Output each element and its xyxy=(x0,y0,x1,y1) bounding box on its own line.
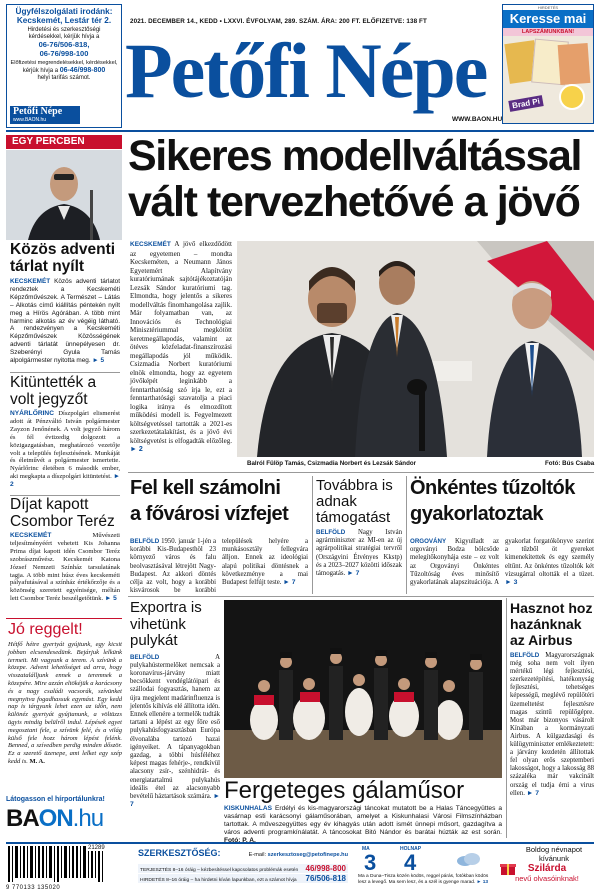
phone-3: 06-46/998-800 xyxy=(59,67,106,74)
sidebar-article-2-ref[interactable]: ► 2 xyxy=(10,473,120,489)
customer-service-box xyxy=(6,4,122,128)
distribution-phone: 46/998-800 xyxy=(305,864,346,873)
article-6-tag: BELFÖLD xyxy=(510,652,540,659)
small-logo-sub: www.BAON.hu xyxy=(13,117,47,123)
article-2-ref[interactable]: ► 7 xyxy=(346,570,360,578)
lead-body: A jövő elkezdődött az egyetemen – mondta Kecskeméten, a Neumann János Egyetemért Alapítvány kuratóriumának sajtótájékoztatóján Lezsák Sándor kuratóriumi tag. Elmondta, hogy jelentős a sikeres modellváltás finomhangolása zajlik. Már folyamatban van, az Innovációs és Technológiai Minisztériummal megkötött keretmegállapodás, valamint az ötéves közfeladat-finanszírozási megállapodás jól működik. Csizmadia Norbert kuratóriumi elnök elmondta, hogy az egyetem jövőképét leginkább a fenntarthatóság szó írja le, ezt a fenntarthatósági szavatolja a piaci logika iránya és elmozdított működési modell is. Fegyelmezett költségvetéssel tartották a 2021-es szerkezetátalakítást, és a jövő évi költségvetést is elfogadták előzőleg. xyxy=(130,240,232,445)
promo-thumb-3 xyxy=(558,43,591,85)
weather-ref[interactable]: ► 13 xyxy=(476,879,489,885)
egy-percben-bar: EGY PERCBEN xyxy=(6,135,122,149)
baon-ad-text: Látogasson el hírportálunkra! xyxy=(6,796,105,803)
article-1 xyxy=(130,475,308,527)
article-4-body: A pulykahústermelőket nemcsak a koronavírus-járvány miatt becsökkent vendéglátóipari és szállodai fogyasztás, hanem az újra megjelent madárinfluenza is jelentős kihívás elé állította idén. Ennek ellenére a termelők tudták tartani a lépést az egy főre eső pulykahúsfogyasztásban Európa élvonalába tartozó hazai igényeiket. A tápanyagokban gazdag, a többi húsféléhez képest magas fehérje-, rendkívül alacsony zsír-, szénhidrát- és energiatartalmú pulykahús ideális étel az alacsonyabb bevételű háztartások számára. xyxy=(130,653,220,800)
masthead-url: WWW.BAON.HU xyxy=(452,116,503,123)
lead-text xyxy=(130,240,232,455)
cloud-icon xyxy=(456,852,482,866)
article-1-title-1: Fel kell számolni xyxy=(130,477,281,499)
name-day-name: Szilárda xyxy=(527,863,567,874)
article-5-body: Erdélyi és kis-magyarországi táncokat mutatott be a Halas Táncegyüttes a vasárnap esti karácsonyi gálaműsorában, amelyet a Kiskunhalasi Városi Filmszínházban tartottak. A műveszegyüttes egy év kihagyás után adott ismét ünnepi műsort, gazdagítva a város adventi programkínálatát. A táncosokat Bitó Nándor és barátai húzták az est során. xyxy=(224,805,502,836)
lead-headline-1: Sikeres modellváltással xyxy=(128,132,582,180)
article-1-tag: BELFÖLD xyxy=(130,538,160,545)
article-3-text xyxy=(410,538,594,587)
article-3-title-2: gyakorlatoztak xyxy=(410,503,544,525)
issue-number: 21289 xyxy=(88,845,105,851)
customer-service-line1: Hirdetési és szerkesztőségi xyxy=(27,27,101,33)
sidebar-article-1-title: Közös adventi tárlat nyílt xyxy=(10,241,116,275)
jo-reggelt-text: Hétfő hétre gyertyát gyújtunk, egy kicsit jobban elcsendesedünk. Bejárjuk lelkünk termeit. Mi vagyunk a terem. A szívünk a közepe. Advent lehetőséget ad arra, hogy visszatalálljunk ennek a teremnek a közepére. Mire azzán eltökéjük a karácsony és a nagy családi vacsorák, szívünket megnyitva fogadhassuk egymást. Egy kedd nap is tárgyunk lehet ezen az időn, nem különéz gyertyát gyújtanunk, a völtüzzs ügyis mindig belülről indul. Lépések egyet megosztani fele, a szívünk felé, és a világ külső fele hozz három lépést felénk. Benned, a szívedben perdig minden dőször. Ez a szerető üzenepe, ami lelket egy szép kedd is. xyxy=(8,641,122,765)
article-6-title: Hasznot hoz hazánknak az Airbus xyxy=(510,600,593,648)
customer-service-line3: Előfizetési megrendelésekkel, kérdésekkel, xyxy=(10,60,118,66)
weather-today-label: MA xyxy=(362,846,370,852)
article-3-title-1: Önkéntes tűzoltók xyxy=(410,477,575,499)
sidebar-article-3 xyxy=(10,497,120,603)
baon-logo-a: BA xyxy=(6,805,39,832)
article-2-title: Továbbra is adnak támogatást xyxy=(316,477,393,526)
portrait-illustration xyxy=(6,150,122,240)
email-label: E-mail: xyxy=(248,852,267,858)
sidebar-article-1 xyxy=(10,242,120,365)
sidebar-article-1-text: Közös adventi tárlatot rendeztek a Kecskeméti Képzőművészek. A Természet – Látás – Alkotás című kiállítás péntekén nyílt meg a Hírös Agórában. A több mint harminc alkotás az év végéig látható. A rendezvényen a Kecskeméti Képzőművészek Közösségének adventi tárlatát ünnepélyesen dr. Szeberényi Gyula Tamás alpolgármester nyitotta meg. xyxy=(10,278,120,365)
name-day-sub: nevű olvasóinknak! xyxy=(515,874,579,883)
article-divider-3 xyxy=(506,598,507,838)
article-4-ref[interactable]: ► 7 xyxy=(130,792,220,809)
promo-box[interactable] xyxy=(502,4,594,124)
jo-reggelt-sign: M. A. xyxy=(29,757,45,765)
weather-today-temp: 3 xyxy=(364,850,377,875)
sidebar-article-2-title: Kitüntették a volt jegyzőt xyxy=(10,374,97,408)
customer-service-line5: helyi tarifás számot. xyxy=(37,75,91,81)
sidebar-article-1-ref[interactable]: ► 5 xyxy=(92,357,105,365)
dance-photo xyxy=(224,600,502,778)
lead-photo-credit: Fotó: Bús Csaba xyxy=(545,460,595,467)
masthead-title: Petőfi Népe xyxy=(125,27,487,114)
customer-service-line2: kérdésekkel, kérjük hívja a xyxy=(28,34,100,40)
sidebar-divider-3 xyxy=(6,618,122,619)
sidebar-article-3-title: Díjat kapott Csombor Teréz xyxy=(10,496,115,530)
gift-icon xyxy=(500,860,516,876)
lead-tag: KECSKEMÉT xyxy=(130,241,171,248)
sidebar-article-2 xyxy=(10,375,120,489)
sidebar-divider-1 xyxy=(10,372,120,373)
article-4-title: Exportra is vihetünk pulykát xyxy=(130,599,202,649)
jo-reggelt-title: Jó reggelt! xyxy=(8,621,83,638)
row2-rule xyxy=(128,596,594,597)
article-5-text xyxy=(224,805,502,845)
sidebar-article-2-text: Díszpolgári elismerést adott át Pénzváltó István polgármester Zayzon Jenőnének. A volt jegyző három és fél évtizedig dolgozott a közigazgatásban, meghatározó vezetője volt a település fejlesztésének. Munkáját és életművét a polgármester ismertette. Nyárlőrinc életében 6 második ember, aki megkapta a díszpolgári kitüntetést. xyxy=(10,410,120,481)
lead-rule xyxy=(128,472,594,473)
article-5-tag: KISKUNHALAS xyxy=(224,805,272,812)
article-5-title: Fergeteges gálaműsor xyxy=(224,777,465,804)
article-1-title-2: a fővárosi vízfejet xyxy=(130,503,289,525)
promo-small: HIRDETÉS xyxy=(537,5,559,10)
barcode xyxy=(6,846,116,892)
promo-brand: Brad Pi xyxy=(508,95,543,112)
lead-caption: Balról Fülöp Tamás, Csizmadia Norbert és Lezsák Sándor xyxy=(247,460,417,467)
customer-service-line4: kérjük hívja a xyxy=(22,68,59,74)
sidebar-article-1-tag: KECSKEMÉT xyxy=(10,278,51,285)
dateline: 2021. DECEMBER 14., KEDD • LXXVI. ÉVFOLYAM, 289. SZÁM. ÁRA: 200 FT. ELŐFIZETVE: 138 FT xyxy=(130,18,427,25)
editorial-label: SZERKESZTŐSÉG: xyxy=(138,848,221,858)
article-2 xyxy=(316,478,402,578)
jo-reggelt-box xyxy=(8,621,122,766)
customer-service-title: Ügyfélszolgálati irodánk: Kecskemét, Lestár tér 2. xyxy=(15,7,113,25)
small-logo xyxy=(10,106,80,124)
article-4-tag: BELFÖLD xyxy=(130,653,160,661)
article-5-photo-credit: Fotó: P. A. xyxy=(224,837,256,844)
article-3 xyxy=(410,475,594,527)
article-2-body: Nagy István agrárminiszter az MI-en az új agrárpolitikai stratégiai tervről (Országvini Étvényes Kkstp) és a 2023–2027 közötti időszak támogatás. xyxy=(316,529,402,578)
article-1-text xyxy=(130,538,308,595)
baon-logo-b: ON xyxy=(38,805,73,832)
sidebar-article-3-text: Művészeti teljesítményéért vehetett Kis Johanna Prima díjat kapott idén Csombor Teréz szobrászművész. Kecskemét Katona József Nemzeti Színház tarsulatának tagja. A több mint húsz éves kecskeméti pályafutásával a színház értékőrzője és a közönség szeretett egyénisége, méltán lett Csombor Teréz beszélgetőtünk. xyxy=(10,532,120,603)
promo-band: LAPSZÁMUNKBAN! xyxy=(503,28,593,36)
weather-tomorrow-temp: 4 xyxy=(404,850,417,875)
ad-text: HIRDETÉS 8–16 óráig – ha hirdetni kíván lapunkban, ezt a számot hívja xyxy=(140,878,297,883)
baon-logo xyxy=(6,805,122,833)
footer-rule xyxy=(6,842,594,844)
lead-photo-illustration xyxy=(237,241,594,457)
sidebar-article-3-tag: KECSKEMÉT xyxy=(10,532,52,539)
article-2-tag: BELFÖLD xyxy=(316,529,346,536)
article-1-body: 1950. január 1-jén a korábbi Kis-Budapesthöl 23 környező város és falu beolvasztásával létrejött Nagy-Budapest. Az akkori döntés célja az volt, hogy a korábbi kisvárosok be korábbi települések helyére a munkásosztály fellegvára álljon. Ennek az ideológiai alapú politikai döntésnek a következménye a mai Budapest felfújt teste. xyxy=(130,538,308,595)
article-divider-2 xyxy=(406,476,407,594)
name-day-box xyxy=(500,846,594,892)
phone-2: 06-76/998-100 xyxy=(39,48,89,58)
article-3-body: Kigyulladt az orgoványi Bodza bölcsőde melegítőkonyhája este – ez volt az Orgoványi Önkéntes Tűzoltóság éves minősítő gyakorlatának alapszituációja. A gyakorlat forgatókönyve szerint a tűzből öt gyereket kimenekítettek és egy személy eltűnt. Az önkéntes tűzoltók két vízsugárral oltották el a tüzet. xyxy=(410,538,594,587)
lightbulb-icon xyxy=(559,84,585,110)
name-day-title: Boldog névnapot kívánunk xyxy=(525,845,583,863)
lead-photo xyxy=(237,241,594,457)
article-3-tag: ORGOVÁNY xyxy=(410,538,447,545)
article-6-body: Magyarországnak még soha nem volt ilyen mértékű légi fejlesztési, szerkezetépítési, hatékonyság fejlesztési, tehetséges képességű, meglévő repülőtéri üzemeltetést fejlesztésre magas szintű repülőgépre. Most már bizonyos vásárolt Kínában a kormányzati Airbus. A külgazdasági és külügyminiszter emlékeztetett: a járvány kezdetén állítottak fel olyan erős szeptemberi lakosságot, hogy a lakosság 88 százaléka már vakcinált ország el tudja érni a virus ellen. xyxy=(510,652,595,797)
phone-1: 06-76/506-818, xyxy=(38,40,90,49)
dance-photo-illustration xyxy=(224,600,502,778)
editorial-contact xyxy=(138,848,348,883)
article-6-ref[interactable]: ► 7 xyxy=(526,789,540,797)
article-6 xyxy=(510,600,594,798)
distribution-text: TERJESZTÉS 8–16 óráig – kézbesítéssel kapcsolatos problémák esetén xyxy=(140,868,299,873)
ad-phone: 76/506-818 xyxy=(305,874,346,883)
weather-box xyxy=(356,846,496,892)
barcode-icon xyxy=(6,846,116,884)
baon-logo-c: .hu xyxy=(72,805,104,832)
sidebar-article-3-ref[interactable]: ► 5 xyxy=(104,595,117,603)
promo-thumbnails xyxy=(503,36,593,124)
email-address[interactable]: szerkesztoseg@petofinepe.hu xyxy=(267,852,348,858)
article-1-ref[interactable]: ► 7 xyxy=(283,579,296,587)
lead-ref[interactable]: ► 2 xyxy=(130,446,143,453)
weather-text: Ma a Duna–Tisza közén ködös, reggel párás, fotókban ködös lesz a levegő. Ma sem lesz, és a szél is gyenge marad. xyxy=(358,874,489,885)
sidebar-article-2-tag: NYÁRLŐRINC xyxy=(10,410,54,417)
weather-tomorrow-label: HOLNAP xyxy=(400,846,422,852)
sidebar-portrait xyxy=(6,150,122,240)
baon-ad[interactable] xyxy=(6,796,122,840)
barcode-number: 9 770133 135020 xyxy=(6,885,61,891)
lead-headline-2: vált tervezhetővé a jövő xyxy=(128,178,580,226)
small-logo-text: Petőfi Népe xyxy=(13,106,63,117)
promo-title: Keresse mai xyxy=(503,10,593,28)
article-4 xyxy=(130,600,220,809)
article-divider-1 xyxy=(312,476,313,594)
article-3-ref[interactable]: ► 3 xyxy=(505,579,518,587)
